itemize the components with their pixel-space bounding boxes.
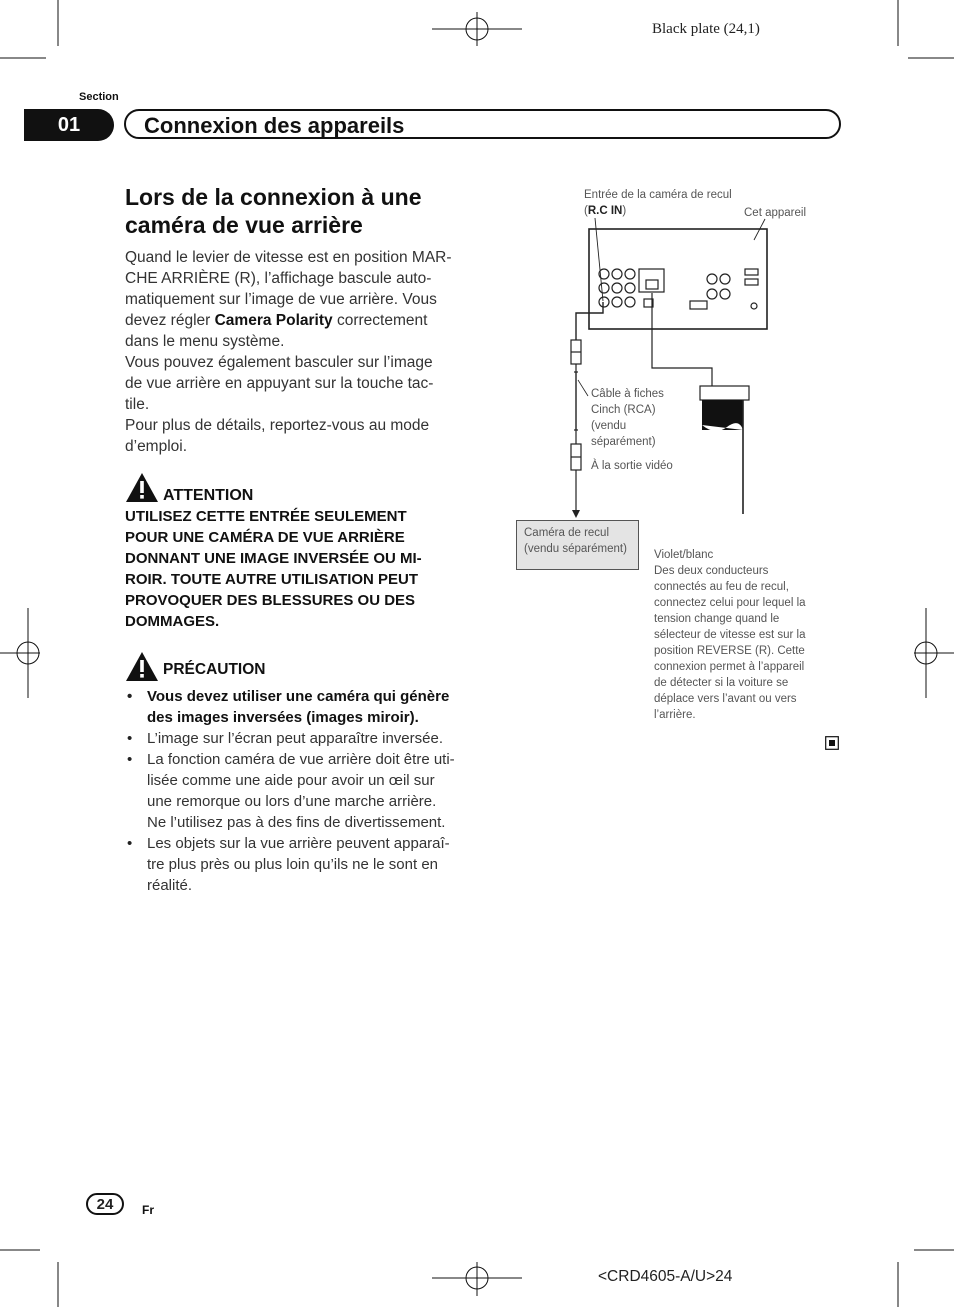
wire-note-line: l’arrière.	[654, 709, 696, 721]
precaution-line: tre plus près ou plus loin qu’ils ne le sont en	[147, 856, 439, 873]
main-column	[125, 183, 470, 457]
wire-note-line: connectés au feu de recul,	[654, 581, 789, 593]
language-code: Fr	[142, 1203, 154, 1217]
wire-note-line: Des deux conducteurs	[654, 565, 769, 577]
wiring-diagram	[500, 180, 860, 750]
camera-label	[517, 521, 638, 557]
precaution-line: La fonction caméra de vue arrière doit être uti-	[147, 751, 455, 768]
section-number: 01	[24, 109, 114, 141]
precaution-line: lisée comme une aide pour avoir un œil sur	[147, 772, 435, 789]
precaution-item	[125, 728, 470, 749]
cable-label	[591, 386, 664, 450]
section-title-box	[124, 109, 841, 139]
text-line: CHE ARRIÈRE (R), l’affichage bascule auto-	[125, 270, 432, 287]
text-line: matiquement sur l’image de vue arrière. Vous	[125, 291, 437, 308]
precaution-list	[125, 686, 470, 896]
section-label: Section	[79, 91, 119, 103]
wire-note-line: tension change quand le	[654, 613, 780, 625]
intro-paragraph	[125, 247, 470, 457]
text-line: Quand le levier de vitesse est en position MAR-	[125, 249, 452, 266]
text-line: tile.	[125, 396, 150, 413]
attention-title: ATTENTION	[163, 487, 254, 504]
cable-label-line: Cinch (RCA)	[591, 404, 656, 416]
rear-camera-box	[516, 520, 639, 570]
camera-polarity-setting: Camera Polarity	[214, 312, 333, 329]
precaution-item	[125, 686, 470, 728]
precaution-line: Les objets sur la vue arrière peuvent apparaî-	[147, 835, 450, 852]
text-line: (	[584, 205, 588, 217]
attention-line: PROVOQUER DES BLESSURES OU DES	[125, 592, 416, 609]
attention-line: ROIR. TOUTE AUTRE UTILISATION PEUT	[125, 571, 419, 588]
cable-label-line: séparément)	[591, 436, 656, 448]
precaution-item	[125, 749, 470, 833]
page-number: 24	[86, 1193, 124, 1215]
wire-note-line: connectez celui pour lequel la	[654, 597, 806, 609]
violet-white-wire-note	[654, 547, 854, 723]
wire-note-line: de détecter si la voiture se	[654, 677, 789, 689]
cable-label-line: Câble à fiches	[591, 388, 664, 400]
wire-note-line: sélecteur de vitesse est sur la	[654, 629, 806, 641]
warning-triangle-icon	[125, 472, 159, 503]
attention-text	[125, 506, 470, 632]
heading-line-1: Lors de la connexion à une	[125, 184, 422, 210]
precaution-line: L’image sur l’écran peut apparaître inversée.	[147, 730, 444, 747]
rc-in-terminal: R.C IN	[587, 205, 623, 217]
precaution-line: Vous devez utiliser une caméra qui génère	[147, 688, 450, 705]
camera-label-line: (vendu séparément)	[524, 543, 627, 555]
wire-note-line: déplace vers l’avant ou vers	[654, 693, 797, 705]
text-line: de vue arrière en appuyant sur la touche tac-	[125, 375, 434, 392]
document-code: <CRD4605-A/U>24	[598, 1268, 733, 1285]
page-heading	[125, 183, 470, 239]
heading-line-2: caméra de vue arrière	[125, 212, 363, 238]
plate-label: Black plate (24,1)	[652, 21, 760, 37]
text-line: devez régler	[125, 312, 215, 329]
text-line: Pour plus de détails, reportez-vous au mode	[125, 417, 430, 434]
text-line: dans le menu système.	[125, 333, 285, 350]
text-line: )	[622, 205, 627, 217]
precaution-line: Ne l’utilisez pas à des fins de divertissement.	[147, 814, 446, 831]
precaution-line: réalité.	[147, 877, 193, 894]
text-line: d’emploi.	[125, 438, 188, 455]
unit-label: Cet appareil	[744, 207, 807, 219]
attention-line: POUR UNE CAMÉRA DE VUE ARRIÈRE	[125, 529, 405, 546]
wire-note-line: connexion permet à l’appareil	[654, 661, 805, 673]
rc-in-label	[584, 187, 732, 219]
warning-triangle-icon	[125, 651, 159, 682]
end-mark-icon	[825, 736, 839, 750]
text-line: Vous pouvez également basculer sur l’image	[125, 354, 433, 371]
precaution-line: des images inversées (images miroir).	[147, 709, 419, 726]
camera-label-line: Caméra de recul	[524, 527, 610, 539]
precaution-title: PRÉCAUTION	[163, 661, 266, 678]
wire-note-line: Violet/blanc	[654, 549, 714, 561]
wire-note-line: position REVERSE (R). Cette	[654, 645, 805, 657]
attention-line: UTILISEZ CETTE ENTRÉE SEULEMENT	[125, 508, 407, 525]
text-line: correctement	[332, 312, 428, 329]
section-title: Connexion des appareils	[144, 113, 405, 138]
cable-label-line: (vendu	[591, 420, 627, 432]
attention-line: DOMMAGES.	[125, 613, 220, 630]
text-line: Entrée de la caméra de recul	[584, 189, 732, 201]
precaution-item	[125, 833, 470, 896]
attention-line: DONNANT UNE IMAGE INVERSÉE OU MI-	[125, 550, 422, 567]
video-output-label: À la sortie vidéo	[591, 460, 673, 472]
precaution-line: une remorque ou lors d’une marche arrière.	[147, 793, 437, 810]
